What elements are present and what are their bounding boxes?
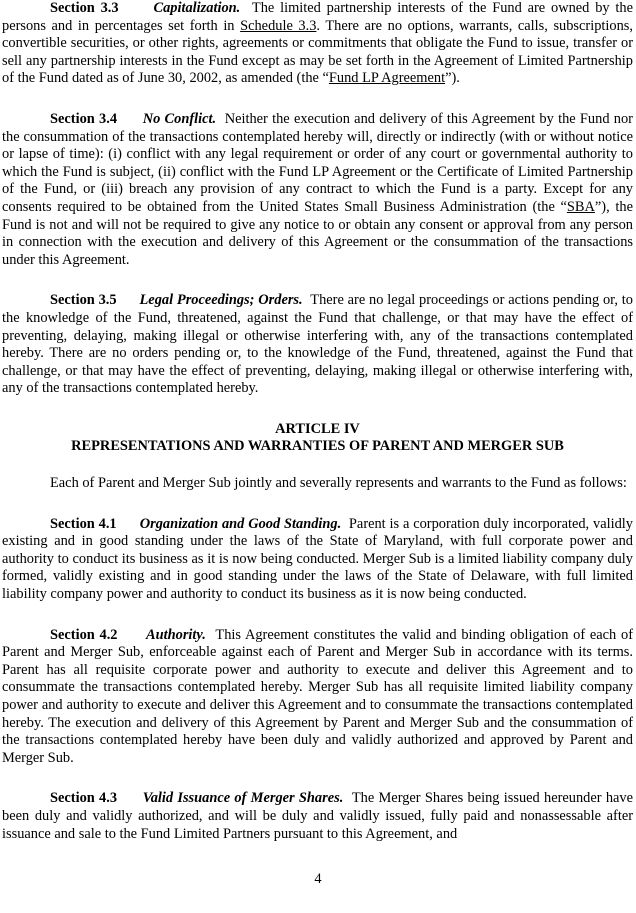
- section-number: Section 4.3: [50, 790, 118, 807]
- section-title: Legal Proceedings; Orders.: [139, 292, 303, 309]
- section-text: There are no legal proceedings or actions pending or, to the knowledge of the Fund, threatened, against the Fund that challenge, or that may have the effect of preventing, delaying, making illegal or otherwise interfering with, any of the transactions contemplated hereby. There are no orders pending or, to the knowledge of the Fund, threatened, against the Fund that challenge, or that may have the effect of preventing, delaying, making illegal or otherwise interfering with, any of the transactions contemplated hereby.: [2, 292, 634, 397]
- section-title: Capitalization.: [153, 0, 241, 16]
- section-title: Organization and Good Standing.: [139, 515, 342, 532]
- section-text: This Agreement constitutes the valid and binding obligation of each of Parent and Merger Sub, enforceable against each of Parent and Merger Sub in accordance with its terms. Parent has all requisite corporate power and authority to execute and deliver this Agreement and to consummate the transactions contemplated hereby. Merger Sub has all requisite limited liability company power and authority to execute and deliver this Agreement and to consummate the transactions contemplated hereby. The execution and delivery of this Agreement by Parent and Merger Sub and the consummation of the transactions contemplated hereby have been duly and validly authorized and approved by Parent and Merger Sub.: [2, 626, 633, 766]
- section-text: . There are no options, warrants, calls, subscriptions, convertible securities, or other rights, agreements or commitments that obligate the Fund to issue, transfer or sell any partnership interests in the Fund except as may be set forth in the Agreement of Limited Partnership of the Fund dated as of June 30, 2002, as amended (the “: [2, 17, 633, 87]
- section-title: No Conflict.: [142, 110, 217, 127]
- section-text: The Merger Shares being issued hereunder have been duly and validly authorized, and will be duly and validly issued, fully paid and nonassessable after issuance and sale to the Fund Limited Partners pursuant to this Agreement, and: [2, 790, 633, 842]
- sba-term: SBA: [566, 198, 595, 215]
- section-4-2: [2, 627, 633, 768]
- section-number: Section 4.1: [50, 515, 117, 532]
- section-number: Section 3.5: [50, 292, 117, 309]
- section-4-3: [2, 790, 633, 843]
- section-3-5: [2, 292, 633, 398]
- section-text: Parent is a corporation duly incorporated, validly existing and in good standing under the laws of the State of Maryland, with full corporate power and authority to conduct its business as it is now being conducted. Merger Sub is a limited liability company duly formed, validly existing and in good standing under the laws of the State of Delaware, with full limited liability company power and authority to conduct its business as it is now being conducted.: [2, 515, 633, 603]
- section-number: Section 4.2: [50, 626, 118, 643]
- section-3-4: [2, 111, 633, 269]
- section-title: Valid Issuance of Merger Shares.: [142, 790, 344, 807]
- section-4-1: [2, 516, 633, 604]
- section-number: Section 3.4: [50, 110, 118, 127]
- intro-text: Each of Parent and Merger Sub jointly and severally represents and warrants to the Fund as follows:: [50, 475, 627, 492]
- section-text: The limited partnership interests of the Fund are owned by the persons and in percentages set forth in: [2, 0, 633, 34]
- page-number: 4: [314, 871, 322, 887]
- section-text: ”).: [445, 70, 460, 87]
- section-text: ”), the Fund is not and will not be required to give any notice to or obtain any consent or approval from any person in connection with the execution and delivery of this Agreement or the consummation of the transactions under this Agreement.: [2, 198, 633, 268]
- section-3-3: [2, 0, 633, 88]
- fund-lp-agreement-term: Fund LP Agreement: [328, 70, 446, 87]
- article-title: REPRESENTATIONS AND WARRANTIES OF PARENT AND MERGER SUB: [71, 438, 564, 455]
- article-intro: [2, 475, 633, 493]
- section-title: Authority.: [146, 626, 206, 643]
- document-page: [2, 0, 633, 843]
- article-heading: [2, 421, 633, 456]
- schedule-3-3-link[interactable]: Schedule 3.3: [240, 17, 317, 34]
- section-number: Section 3.3: [50, 0, 119, 16]
- article-number: ARTICLE IV: [275, 420, 360, 437]
- section-text: Neither the execution and delivery of this Agreement by the Fund nor the consummation of the transactions contemplated hereby will, directly or indirectly (with or without notice or lapse of time): (i) conflict with any legal requirement or order of any court or governmental authority to which the Fund is subject, (ii) conflict with the Fund LP Agreement or the Certificate of Limited Partnership of the Fund, or (iii) breach any provision of any contract to which the Fund is a party. Except for any consents required to be obtained from the United States Small Business Administration (the “: [2, 110, 633, 215]
